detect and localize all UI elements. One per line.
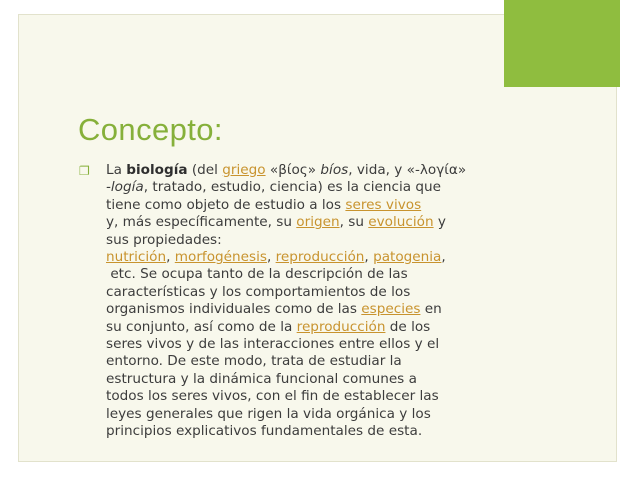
text-line: [106, 249, 554, 266]
term-link[interactable]: origen: [296, 214, 340, 231]
term-link[interactable]: evolución: [368, 214, 434, 231]
text-segment: en: [420, 301, 442, 318]
term-link[interactable]: nutrición: [106, 249, 167, 266]
text-line: [106, 214, 554, 231]
text-segment: , tratado, estudio, ciencia) es la ciencia que: [143, 179, 442, 196]
accent-block: [504, 0, 620, 87]
text-segment: «βίος»: [265, 162, 321, 178]
text-segment: entorno. De este modo, trata de estudiar la: [106, 353, 402, 370]
text-line: [106, 371, 554, 388]
text-segment: seres vivos y de las interacciones entre ellos y el: [106, 336, 440, 353]
text-line: [106, 301, 554, 318]
text-segment: organismos individuales como de las: [106, 301, 362, 318]
text-line: [106, 336, 554, 353]
text-segment: , su: [339, 214, 369, 231]
text-line: [106, 284, 554, 301]
italic-term: bíos: [320, 162, 349, 178]
term-link[interactable]: seres vivos: [345, 196, 422, 213]
bold-term: biología: [126, 162, 188, 178]
text-segment: tiene como objeto de estudio a los: [106, 196, 346, 213]
text-segment: ,: [364, 249, 374, 266]
text-segment: La: [106, 162, 127, 178]
term-link[interactable]: griego: [222, 162, 266, 178]
text-segment: ,: [266, 249, 276, 266]
text-segment: (del: [187, 162, 223, 178]
term-link[interactable]: patogenia: [373, 249, 442, 266]
text-segment: y: [433, 214, 446, 231]
text-line: [106, 406, 554, 423]
text-segment: ,: [166, 249, 175, 266]
text-line: [106, 388, 554, 405]
term-link[interactable]: reproducción: [296, 318, 386, 335]
text-segment: , vida, y «-λογία»: [348, 162, 467, 178]
text-segment: leyes generales que rigen la vida orgánica y los: [106, 405, 431, 422]
term-link[interactable]: especies: [361, 301, 421, 318]
text-segment: principios explicativos fundamentales de esta.: [106, 423, 423, 440]
text-line: [106, 423, 554, 440]
text-line: [106, 179, 554, 196]
text-line: [106, 197, 554, 214]
text-segment: estructura y la dinámica funcional comunes a: [106, 370, 417, 387]
text-line: [106, 162, 554, 179]
term-link[interactable]: reproducción: [275, 249, 365, 266]
text-line: [106, 353, 554, 370]
text-line: [106, 319, 554, 336]
text-segment: de los: [385, 318, 431, 335]
text-segment: etc. Se ocupa tanto de la descripción de las: [106, 266, 408, 283]
text-segment: su conjunto, así como de la: [106, 318, 297, 335]
box-arrow-bullet-icon: ❐: [79, 164, 90, 178]
bullet-paragraph: [106, 162, 554, 441]
bullet-item: [79, 162, 554, 441]
text-line: [106, 266, 554, 283]
text-segment: sus propiedades:: [106, 231, 222, 248]
text-segment: todos los seres vivos, con el fin de establecer las: [106, 388, 439, 405]
text-segment: características y los comportamientos de los: [106, 283, 411, 300]
slide-title: Concepto:: [78, 112, 223, 147]
text-segment: ,: [441, 249, 446, 266]
text-line: [106, 232, 554, 249]
text-segment: y, más específicamente, su: [106, 214, 297, 231]
italic-term: -logía: [106, 179, 144, 196]
term-link[interactable]: morfogénesis: [174, 249, 267, 266]
